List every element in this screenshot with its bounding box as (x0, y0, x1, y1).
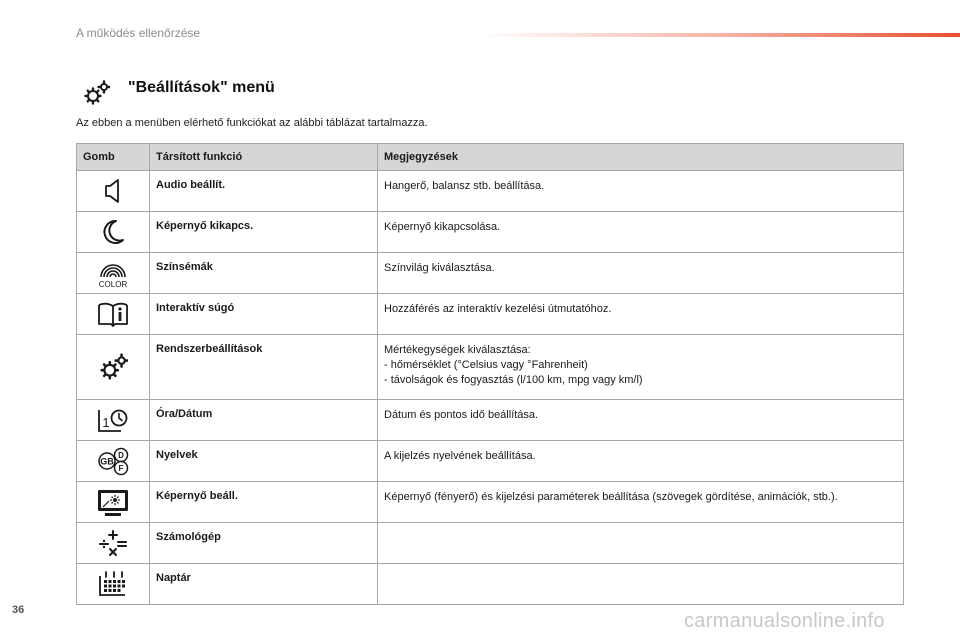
note-line: Mértékegységek kiválasztása: (384, 344, 531, 356)
help-book-icon (96, 299, 130, 329)
table-row (77, 400, 904, 441)
calculator-icon (95, 527, 131, 559)
table-row (77, 294, 904, 335)
note-line: Képernyő kikapcsolása. (384, 221, 501, 233)
icon-cell (77, 212, 150, 253)
function-name: Audio beállít. (150, 171, 378, 212)
note-line: Színvilág kiválasztása. (384, 262, 495, 274)
note-line: Hozzáférés az interaktív kezelési útmutatóhoz. (384, 303, 612, 315)
icon-cell (77, 441, 150, 482)
date-number: 1 (102, 415, 110, 430)
function-notes (378, 253, 904, 294)
function-notes (378, 335, 904, 400)
table-row (77, 564, 904, 605)
function-notes (378, 400, 904, 441)
function-notes (378, 523, 904, 564)
gears-icon (98, 352, 128, 382)
function-name: Képernyő kikapcs. (150, 212, 378, 253)
function-notes (378, 212, 904, 253)
color-icon-label: COLOR (98, 280, 128, 289)
icon-cell (77, 482, 150, 523)
function-name: Óra/Dátum (150, 400, 378, 441)
function-name: Nyelvek (150, 441, 378, 482)
function-notes (378, 171, 904, 212)
header-accent-bar (480, 33, 960, 37)
speaker-icon (100, 176, 126, 206)
function-name: Naptár (150, 564, 378, 605)
column-header-notes: Megjegyzések (378, 144, 904, 171)
function-name: Interaktív súgó (150, 294, 378, 335)
clock-date-icon (95, 405, 131, 435)
note-line: Dátum és pontos idő beállítása. (384, 409, 539, 421)
function-notes (378, 441, 904, 482)
icon-cell (77, 523, 150, 564)
function-name: Rendszerbeállítások (150, 335, 378, 400)
icon-cell (77, 294, 150, 335)
icon-cell (77, 335, 150, 400)
icon-cell (77, 400, 150, 441)
watermark: carmanualsonline.info (684, 610, 885, 632)
icon-cell (77, 171, 150, 212)
page-number: 36 (12, 604, 25, 616)
chapter-title: A működés ellenőrzése (76, 26, 201, 40)
lang-gb-label: GB (100, 456, 114, 467)
table-row (77, 253, 904, 294)
icon-cell (77, 564, 150, 605)
note-line: Hangerő, balansz stb. beállítása. (384, 180, 545, 192)
table-row (77, 482, 904, 523)
icon-cell (77, 253, 150, 294)
intro-text: Az ebben a menüben elérhető funkciókat az alábbi táblázat tartalmazza. (76, 117, 428, 129)
settings-function-table (76, 143, 904, 605)
function-notes (378, 482, 904, 523)
table-row (77, 212, 904, 253)
color-theme-icon (93, 257, 133, 289)
settings-gears-icon (82, 80, 110, 106)
function-notes (378, 294, 904, 335)
calendar-icon (96, 568, 130, 600)
table-row (77, 335, 904, 400)
function-name: Színsémák (150, 253, 378, 294)
table-row (77, 441, 904, 482)
function-notes (378, 564, 904, 605)
screen-settings-icon (95, 486, 131, 518)
table-row (77, 171, 904, 212)
note-line: - távolságok és fogyasztás (l/100 km, mpg vagy km/l) (384, 374, 643, 386)
section-title: "Beállítások" menü (128, 79, 275, 96)
lang-d-label: D (118, 451, 124, 460)
note-line: A kijelzés nyelvének beállítása. (384, 450, 536, 462)
table-header-row (77, 144, 904, 171)
language-icon (93, 445, 133, 477)
note-line: - hőmérséklet (°Celsius vagy °Fahrenheit) (384, 359, 588, 371)
moon-icon (99, 217, 127, 247)
column-header-function: Társított funkció (150, 144, 378, 171)
lang-f-label: F (118, 464, 124, 473)
function-name: Számológép (150, 523, 378, 564)
note-line: Képernyő (fényerő) és kijelzési paraméterek beállítása (szövegek gördítése, animációk, stb.). (384, 491, 838, 503)
table-row (77, 523, 904, 564)
column-header-button: Gomb (77, 144, 150, 171)
function-name: Képernyő beáll. (150, 482, 378, 523)
